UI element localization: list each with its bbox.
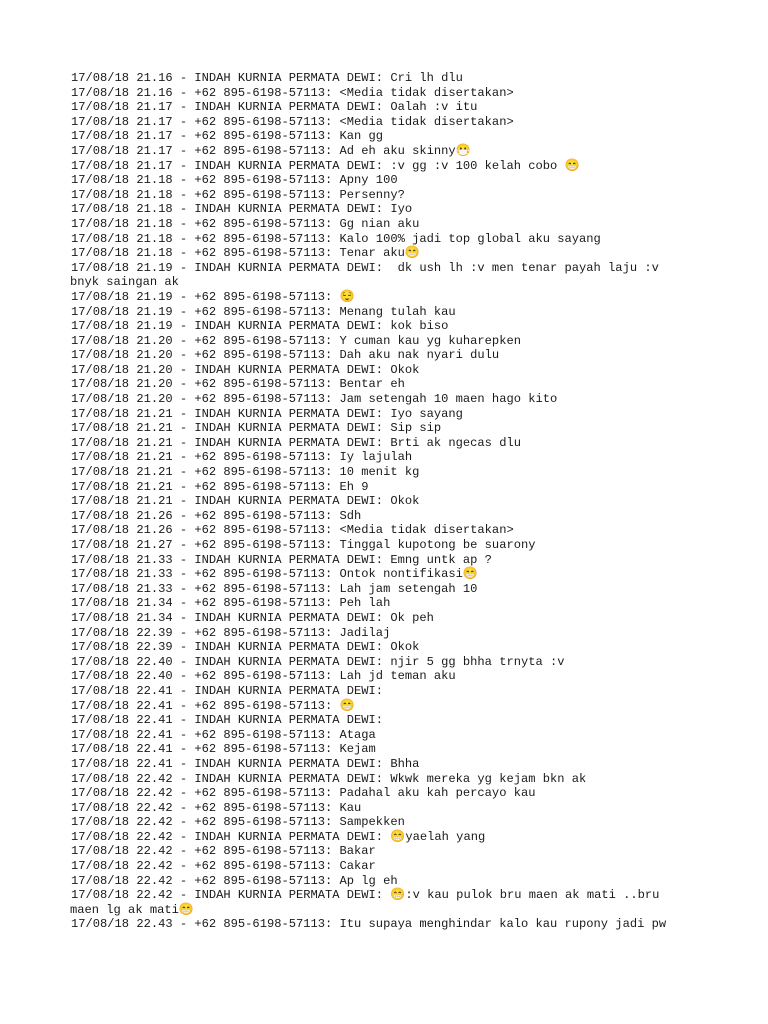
chat-line-continuation: maen lg ak mati😁 [70,902,194,917]
chat-line: 17/08/18 21.18 - +62 895-6198-57113: Kalo 100% jadi top global aku sayang [71,231,601,246]
chat-line: 17/08/18 21.18 - INDAH KURNIA PERMATA DEWI: Iyo [71,202,413,217]
chat-line: 17/08/18 22.41 - INDAH KURNIA PERMATA DEWI: Bhha [71,756,420,771]
chat-line: 17/08/18 21.33 - +62 895-6198-57113: Ontok nontifikasi😁 [71,567,478,582]
chat-line: 17/08/18 22.42 - INDAH KURNIA PERMATA DEWI: 😁yaelah yang [71,829,486,844]
chat-line: 17/08/18 21.20 - INDAH KURNIA PERMATA DEWI: Okok [71,362,420,377]
chat-line: 17/08/18 21.18 - +62 895-6198-57113: Persenny? [71,187,405,202]
chat-line: 17/08/18 22.42 - +62 895-6198-57113: Bakar [71,844,376,859]
chat-line: 17/08/18 21.20 - +62 895-6198-57113: Bentar eh [71,377,405,392]
chat-line: 17/08/18 22.42 - INDAH KURNIA PERMATA DEWI: Wkwk mereka yg kejam bkn ak [71,771,587,786]
chat-line: 17/08/18 21.19 - INDAH KURNIA PERMATA DEWI: dk ush lh :v men tenar payah laju :v [71,260,659,275]
chat-line: 17/08/18 21.33 - +62 895-6198-57113: Lah jam setengah 10 [71,581,478,596]
chat-line: 17/08/18 22.40 - INDAH KURNIA PERMATA DEWI: njir 5 gg bhha trnyta :v [71,654,565,669]
chat-log-document [71,71,711,932]
chat-line: 17/08/18 22.41 - INDAH KURNIA PERMATA DEWI: [71,713,384,728]
chat-line: 17/08/18 22.41 - INDAH KURNIA PERMATA DEWI: [71,683,384,698]
chat-line: 17/08/18 21.26 - +62 895-6198-57113: Sdh [71,508,362,523]
chat-line: 17/08/18 21.21 - +62 895-6198-57113: 10 menit kg [71,465,420,480]
chat-line: 17/08/18 21.21 - INDAH KURNIA PERMATA DEWI: Sip sip [71,421,442,436]
chat-line: 17/08/18 21.20 - +62 895-6198-57113: Jam setengah 10 maen hago kito [71,392,558,407]
chat-line: 17/08/18 22.41 - +62 895-6198-57113: Ataga [71,727,376,742]
chat-line: 17/08/18 21.19 - +62 895-6198-57113: Menang tulah kau [71,304,456,319]
chat-line: 17/08/18 21.17 - +62 895-6198-57113: Kan gg [71,129,384,144]
chat-line: 17/08/18 21.18 - +62 895-6198-57113: Apny 100 [71,173,398,188]
chat-line: 17/08/18 22.42 - +62 895-6198-57113: Cakar [71,859,376,874]
chat-line: 17/08/18 22.40 - +62 895-6198-57113: Lah jd teman aku [71,669,456,684]
chat-line-continuation: bnyk saingan ak [70,275,179,290]
chat-line: 17/08/18 22.42 - +62 895-6198-57113: Kau [71,800,362,815]
chat-line: 17/08/18 21.19 - +62 895-6198-57113: 😌 [71,289,355,304]
chat-line: 17/08/18 21.17 - +62 895-6198-57113: Ad eh aku skinny😷 [71,143,471,158]
chat-line: 17/08/18 21.17 - INDAH KURNIA PERMATA DEWI: Oalah :v itu [71,100,478,115]
chat-line: 17/08/18 21.18 - +62 895-6198-57113: Gg nian aku [71,216,420,231]
chat-line: 17/08/18 22.41 - +62 895-6198-57113: Kejam [71,742,376,757]
chat-line: 17/08/18 21.17 - +62 895-6198-57113: <Media tidak disertakan> [71,114,514,129]
chat-line: 17/08/18 21.34 - INDAH KURNIA PERMATA DEWI: Ok peh [71,610,434,625]
chat-line: 17/08/18 21.21 - +62 895-6198-57113: Eh 9 [71,479,369,494]
chat-line: 17/08/18 21.26 - +62 895-6198-57113: <Media tidak disertakan> [71,523,514,538]
chat-line: 17/08/18 22.39 - +62 895-6198-57113: Jadilaj [71,625,391,640]
chat-line: 17/08/18 22.42 - +62 895-6198-57113: Sampekken [71,815,405,830]
chat-line: 17/08/18 22.41 - +62 895-6198-57113: 😁 [71,698,355,713]
chat-line: 17/08/18 21.16 - INDAH KURNIA PERMATA DEWI: Cri lh dlu [71,71,463,85]
chat-line: 17/08/18 21.18 - +62 895-6198-57113: Tenar aku😁 [71,246,420,261]
chat-line: 17/08/18 21.27 - +62 895-6198-57113: Tinggal kupotong be suarony [71,538,536,552]
chat-line: 17/08/18 21.20 - +62 895-6198-57113: Y cuman kau yg kuharepken [71,333,521,348]
chat-line: 17/08/18 22.42 - +62 895-6198-57113: Padahal aku kah percayo kau [71,786,536,801]
chat-line: 17/08/18 21.20 - +62 895-6198-57113: Dah aku nak nyari dulu [71,348,500,363]
chat-line: 17/08/18 21.21 - INDAH KURNIA PERMATA DEWI: Iyo sayang [71,406,463,421]
chat-line: 17/08/18 21.21 - +62 895-6198-57113: Iy lajulah [71,450,413,465]
chat-line: 17/08/18 21.21 - INDAH KURNIA PERMATA DEWI: Brti ak ngecas dlu [71,435,521,450]
chat-line: 17/08/18 21.16 - +62 895-6198-57113: <Media tidak disertakan> [71,85,514,100]
chat-line: 17/08/18 22.39 - INDAH KURNIA PERMATA DEWI: Okok [71,640,420,655]
chat-line: 17/08/18 21.21 - INDAH KURNIA PERMATA DEWI: Okok [71,494,420,509]
chat-line: 17/08/18 21.33 - INDAH KURNIA PERMATA DEWI: Emng untk ap ? [71,552,492,567]
chat-line: 17/08/18 22.42 - +62 895-6198-57113: Ap lg eh [71,873,398,888]
chat-line: 17/08/18 22.42 - INDAH KURNIA PERMATA DEWI: 😁:v kau pulok bru maen ak mati ..bru [71,888,660,903]
chat-line: 17/08/18 21.17 - INDAH KURNIA PERMATA DEWI: :v gg :v 100 kelah cobo 😁 [71,158,580,173]
chat-line: 17/08/18 22.43 - +62 895-6198-57113: Itu supaya menghindar kalo kau rupony jadi pw [71,917,667,932]
chat-line: 17/08/18 21.19 - INDAH KURNIA PERMATA DEWI: kok biso [71,319,449,334]
chat-line: 17/08/18 21.34 - +62 895-6198-57113: Peh lah [71,596,391,611]
